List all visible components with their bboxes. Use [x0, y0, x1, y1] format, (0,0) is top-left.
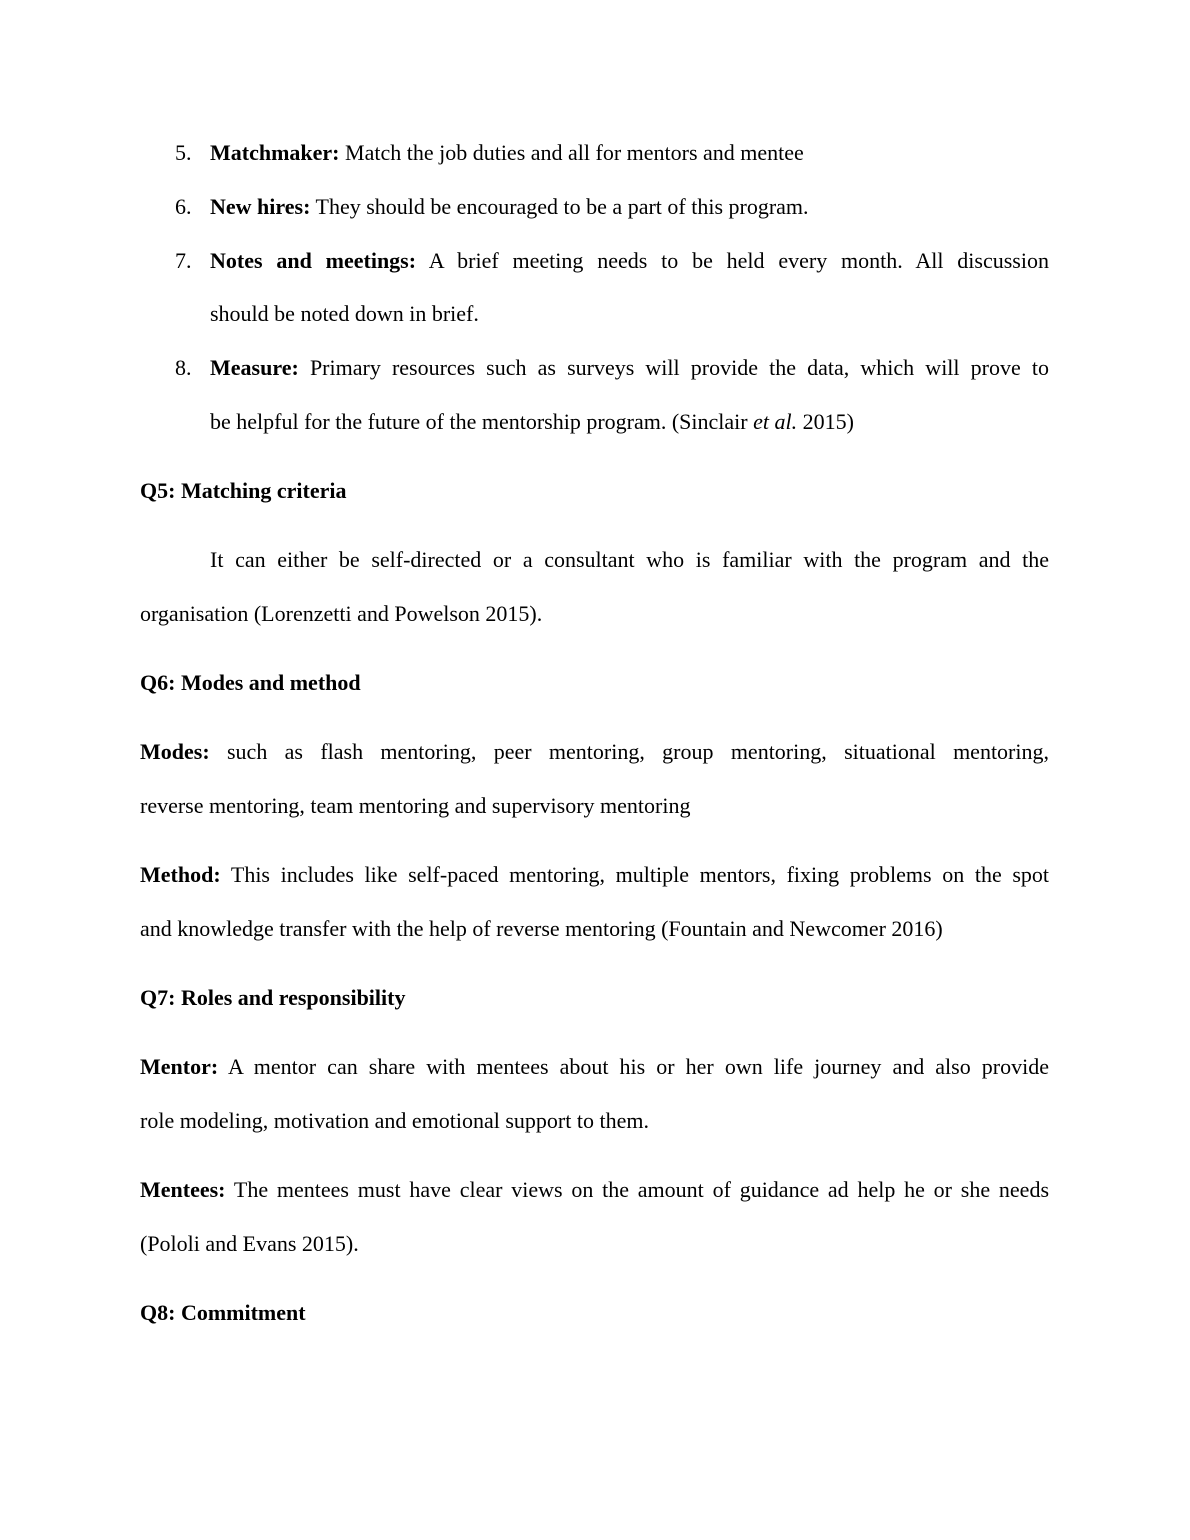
modes-term: Modes:	[140, 739, 210, 764]
section-heading-q8: Q8: Commitment	[140, 1300, 306, 1325]
list-number: 5.	[175, 140, 192, 165]
list-number: 8.	[175, 355, 192, 380]
section-heading-q5: Q5: Matching criteria	[140, 478, 347, 503]
paragraph-line: It can either be self-directed or a consultant who is familiar with the program and the	[210, 547, 1049, 572]
section-heading-q7: Q7: Roles and responsibility	[140, 985, 406, 1010]
mentor-paragraph: Mentor: A mentor can share with mentees about his or her own life journey and also provide	[140, 1054, 1049, 1079]
paragraph-line: and knowledge transfer with the help of reverse mentoring (Fountain and Newcomer 2016)	[140, 916, 943, 941]
paragraph-line: organisation (Lorenzetti and Powelson 2015).	[140, 601, 543, 626]
list-item	[210, 140, 1049, 166]
list-item-text: They should be encouraged to be a part of this program.	[315, 194, 809, 219]
list-item-term: Matchmaker:	[210, 140, 340, 165]
list-item-continuation: should be noted down in brief.	[210, 301, 479, 326]
list-item-continuation: be helpful for the future of the mentorship program. (Sinclair et al. 2015)	[210, 409, 854, 434]
mentees-paragraph: Mentees: The mentees must have clear views on the amount of guidance ad help he or she needs	[140, 1177, 1050, 1202]
list-item-term: Measure:	[210, 355, 299, 380]
method-paragraph: Method: This includes like self-paced mentoring, multiple mentors, fixing problems on the spot	[140, 862, 1049, 887]
method-term: Method:	[140, 862, 221, 887]
citation-etal: et al.	[753, 409, 798, 434]
section-heading-q6: Q6: Modes and method	[140, 670, 361, 695]
list-number: 6.	[175, 194, 192, 219]
paragraph-line: reverse mentoring, team mentoring and supervisory mentoring	[140, 793, 691, 818]
list-number: 7.	[175, 248, 192, 273]
list-item-text: Primary resources such as surveys will provide the data, which will prove to	[309, 355, 1050, 380]
list-item-text: Match the job duties and all for mentors and mentee	[345, 140, 804, 165]
list-item	[210, 248, 1049, 274]
list-item-text: A brief meeting needs to be held every month. All discussion	[428, 248, 1049, 273]
list-item	[210, 355, 1049, 381]
paragraph-line: role modeling, motivation and emotional support to them.	[140, 1108, 649, 1133]
list-item-term: Notes and meetings:	[210, 248, 417, 273]
mentor-term: Mentor:	[140, 1054, 219, 1079]
list-item	[210, 194, 1049, 220]
mentees-term: Mentees:	[140, 1177, 226, 1202]
paragraph-line: (Pololi and Evans 2015).	[140, 1231, 359, 1256]
modes-paragraph: Modes: such as flash mentoring, peer mentoring, group mentoring, situational mentoring,	[140, 739, 1049, 764]
list-item-term: New hires:	[210, 194, 311, 219]
